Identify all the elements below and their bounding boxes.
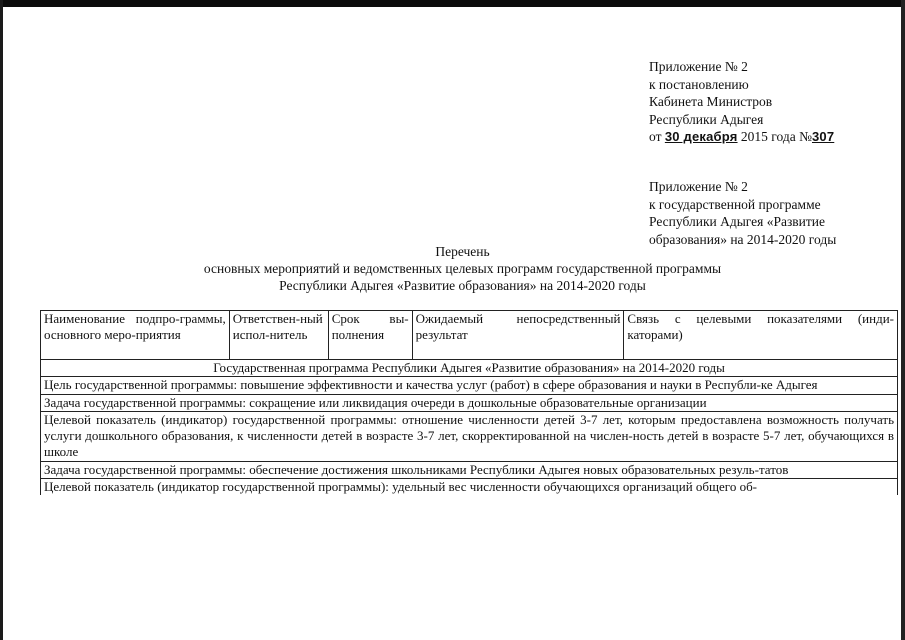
scan-top-border bbox=[0, 0, 905, 7]
appendix-program-block bbox=[649, 178, 836, 248]
table-row bbox=[41, 461, 898, 478]
table-row bbox=[41, 479, 898, 496]
appendix-number: Приложение № 2 bbox=[649, 59, 748, 74]
header-deadline: Срок вы-полнения bbox=[328, 311, 412, 360]
task-row: Задача государственной программы: обеспечение достижения школьниками Республики Адыгея новых образовательных резуль-татов bbox=[41, 461, 898, 478]
document-title: Перечень bbox=[435, 244, 490, 259]
resolution-date-line bbox=[649, 128, 834, 146]
date-middle: 2015 года № bbox=[737, 129, 812, 144]
scan-left-border bbox=[0, 0, 3, 640]
appendix-line: Республики Адыгея bbox=[649, 111, 764, 127]
header-link: Связь с целевыми показателями (инди-каторами) bbox=[624, 311, 898, 360]
indicator-row-cut: Целевой показатель (индикатор государственной программы): удельный вес численности обучающихся организаций общего об- bbox=[41, 479, 898, 496]
scan-right-border bbox=[901, 0, 905, 640]
appendix-number: Приложение № 2 bbox=[649, 179, 748, 194]
indicator-row: Целевой показатель (индикатор) государственной программы: отношение численности детей 3-7 лет, которым предоставлена возможность получать услуги дошкольного образования, к численности детей в возрасте 3-7 лет, скорректированной на числен-ность детей в возрасте 5-7 лет, обучающихся в школе bbox=[41, 411, 898, 461]
header-result: Ожидаемый непосредственный результат bbox=[412, 311, 624, 360]
document-subtitle-line: основных мероприятий и ведомственных целевых программ государственной программы bbox=[203, 261, 722, 276]
appendix-resolution-block bbox=[649, 58, 834, 146]
table-row bbox=[41, 377, 898, 394]
goal-row: Цель государственной программы: повышение эффективности и качества услуг (работ) в сфере образования и науки в Республи-ке Адыгея bbox=[41, 377, 898, 394]
header-executor: Ответствен-ный испол-нитель bbox=[229, 311, 328, 360]
handwritten-number: 307 bbox=[811, 129, 835, 144]
document-subtitle-line: Республики Адыгея «Развитие образования» на 2014-2020 годы bbox=[279, 278, 646, 293]
appendix-line: к постановлению bbox=[649, 76, 749, 92]
program-row: Государственная программа Республики Адыгея «Развитие образования» на 2014-2020 годы bbox=[41, 360, 898, 377]
appendix-line: Республики Адыгея «Развитие bbox=[649, 214, 826, 229]
appendix-line: образования» на 2014-2020 годы bbox=[649, 231, 837, 247]
date-prefix: от bbox=[649, 129, 665, 144]
appendix-line: Кабинета Министров bbox=[649, 94, 773, 109]
header-name: Наименование подпро-граммы, основного меро-приятия bbox=[41, 311, 230, 360]
task-row: Задача государственной программы: сокращение или ликвидация очереди в дошкольные образовательные организации bbox=[41, 394, 898, 411]
appendix-line: к государственной программе bbox=[649, 196, 821, 212]
handwritten-date: 30 декабря bbox=[664, 129, 738, 144]
table-row bbox=[41, 360, 898, 377]
measures-table bbox=[40, 310, 898, 495]
table-header-row bbox=[41, 311, 898, 360]
table-row bbox=[41, 394, 898, 411]
table-row bbox=[41, 411, 898, 461]
